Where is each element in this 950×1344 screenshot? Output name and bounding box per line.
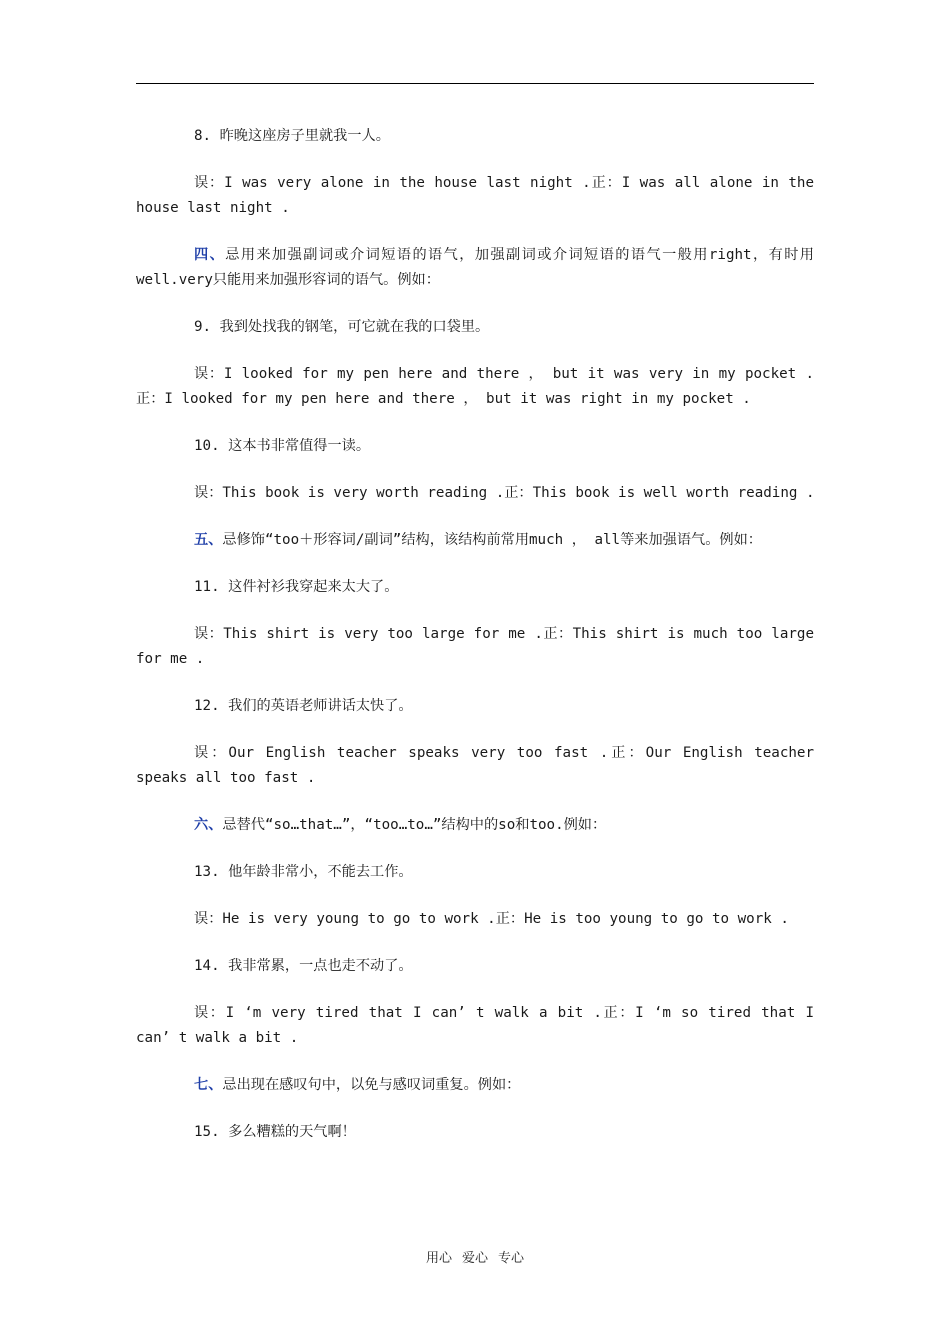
rule-number: 六、: [194, 817, 223, 833]
rule-text: 忌替代“so…that…”，“too…to…”结构中的so和too.例如：: [222, 817, 607, 833]
correction-line: 误：He is very young to go to work .正：He is too young to go to work .: [194, 911, 789, 927]
correction-line: 误：I ‘m very tired that I can’ t walk a bit .正：I ‘m so tired that I can’ t walk a bit .: [136, 1005, 814, 1046]
rule-heading: [136, 1073, 814, 1098]
header-rule: [136, 83, 814, 84]
example-sentence: 9. 我到处找我的钢笔，可它就在我的口袋里。: [194, 319, 490, 335]
document-body: [136, 124, 814, 1167]
rule-text: 忌用来加强副词或介词短语的语气，加强副词或介词短语的语气一般用right，有时用well.very只能用来加强形容词的语气。例如：: [136, 247, 814, 288]
footer-word: 爱心: [461, 1251, 488, 1266]
rule-heading: [136, 243, 814, 293]
footer-word: 用心: [425, 1251, 452, 1266]
page-footer: [0, 1247, 950, 1266]
rule-heading: [136, 528, 814, 553]
example-sentence: 10. 这本书非常值得一读。: [194, 438, 371, 454]
example-sentence: 13. 他年龄非常小，不能去工作。: [194, 864, 413, 880]
example-sentence: 14. 我非常累，一点也走不动了。: [194, 958, 413, 974]
footer-word: 专心: [498, 1251, 525, 1266]
correction-line: 误：I looked for my pen here and there ， but it was very in my pocket .正：I looked for my pen here and there ， but it was right in my pocket .: [136, 366, 814, 407]
rule-heading: [136, 813, 814, 838]
example-sentence: 15. 多么糟糕的天气啊！: [194, 1124, 356, 1140]
correction-line: 误：This book is very worth reading .正：This book is well worth reading .: [194, 485, 815, 501]
rule-number: 七、: [194, 1077, 223, 1093]
example-sentence: 12. 我们的英语老师讲话太快了。: [194, 698, 413, 714]
correction-line: 误：This shirt is very too large for me .正：This shirt is much too large for me .: [136, 626, 814, 667]
rule-text: 忌出现在感叹句中，以免与感叹词重复。例如：: [222, 1077, 521, 1093]
correction-line: 误：I was very alone in the house last night .正：I was all alone in the house last night .: [136, 175, 814, 216]
correction-line: 误：Our English teacher speaks very too fast .正：Our English teacher speaks all too fast .: [136, 745, 814, 786]
rule-number: 五、: [194, 532, 223, 548]
rule-text: 忌修饰“too＋形容词/副词”结构，该结构前常用much ， all等来加强语气。例如：: [222, 532, 762, 548]
rule-number: 四、: [194, 247, 226, 263]
example-sentence: 11. 这件衬衫我穿起来太大了。: [194, 579, 399, 595]
example-sentence: 8. 昨晚这座房子里就我一人。: [194, 128, 390, 144]
